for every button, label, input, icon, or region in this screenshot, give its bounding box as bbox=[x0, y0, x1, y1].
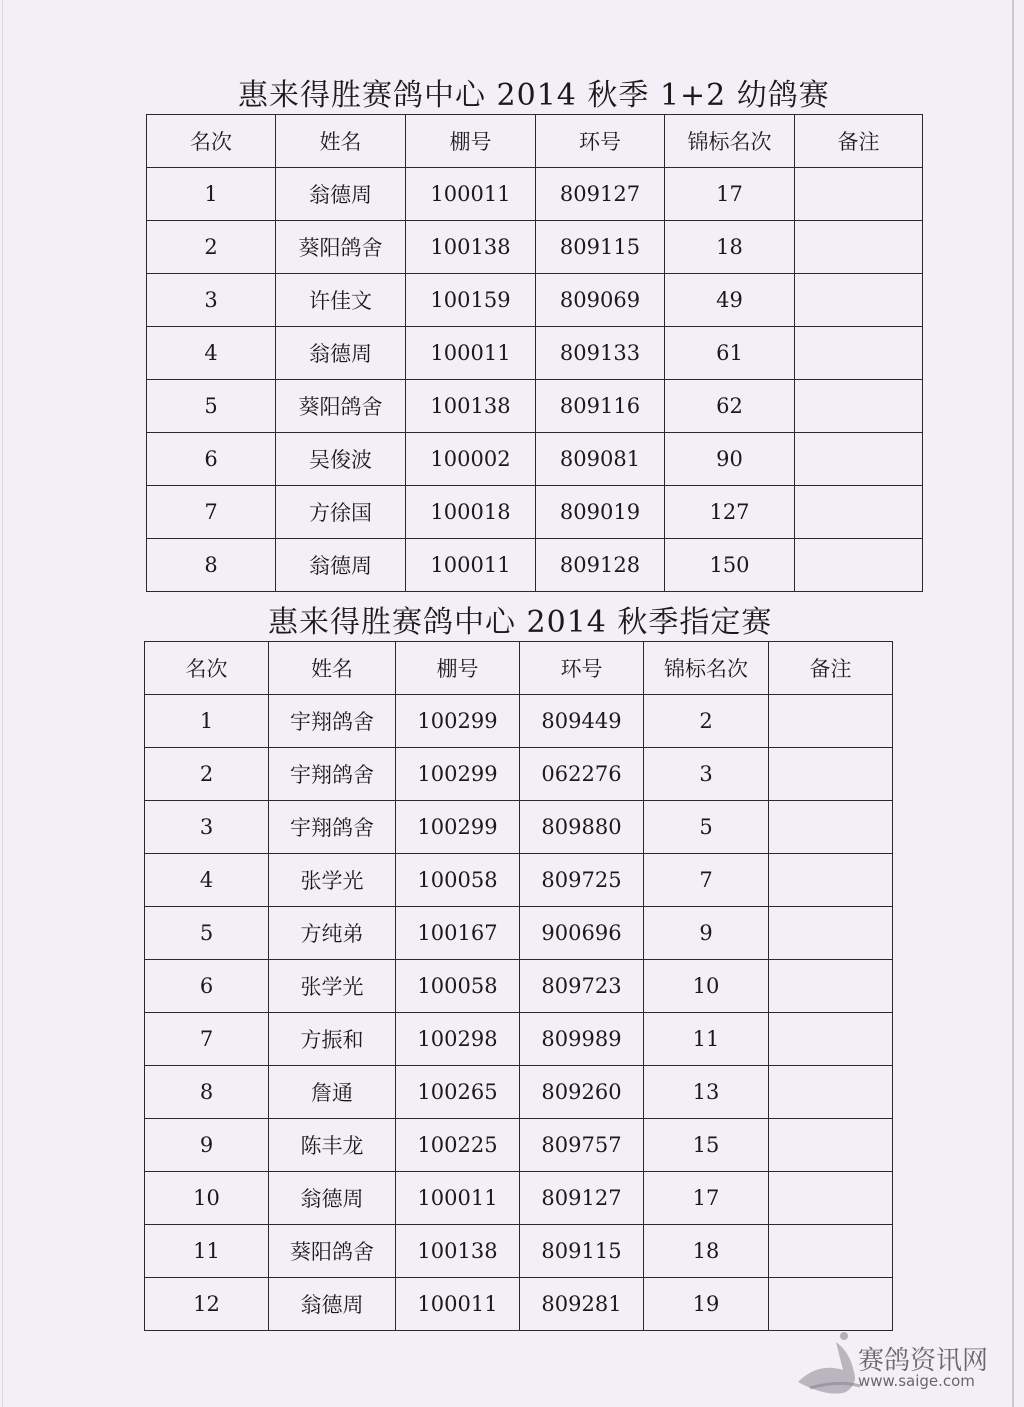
table-cell: 809260 bbox=[520, 1066, 644, 1119]
table-cell: 809757 bbox=[520, 1119, 644, 1172]
column-header: 备注 bbox=[795, 115, 923, 168]
results-table-2 bbox=[144, 641, 893, 1331]
table-cell: 7 bbox=[145, 1013, 269, 1066]
table-cell: 5 bbox=[644, 801, 769, 854]
table-cell: 809449 bbox=[520, 695, 644, 748]
table2-title: 惠来得胜赛鸽中心 2014 秋季指定赛 bbox=[268, 605, 773, 640]
table-cell: 葵阳鸽舍 bbox=[269, 1225, 396, 1278]
table-row bbox=[145, 1278, 893, 1331]
table-cell: 809133 bbox=[536, 327, 665, 380]
table-cell bbox=[769, 1013, 893, 1066]
table-row bbox=[145, 1066, 893, 1119]
table-cell bbox=[769, 748, 893, 801]
table-cell: 809019 bbox=[536, 486, 665, 539]
table-cell bbox=[795, 486, 923, 539]
table-cell: 15 bbox=[644, 1119, 769, 1172]
table-cell: 18 bbox=[644, 1225, 769, 1278]
table-cell: 3 bbox=[147, 274, 276, 327]
table-cell: 7 bbox=[147, 486, 276, 539]
table-cell bbox=[795, 274, 923, 327]
column-header: 名次 bbox=[147, 115, 276, 168]
table-cell: 809115 bbox=[520, 1225, 644, 1278]
table-cell: 809081 bbox=[536, 433, 665, 486]
table-cell: 11 bbox=[644, 1013, 769, 1066]
table-cell: 90 bbox=[665, 433, 795, 486]
table-cell: 100265 bbox=[396, 1066, 520, 1119]
table-cell: 100299 bbox=[396, 695, 520, 748]
column-header: 姓名 bbox=[276, 115, 406, 168]
table-cell: 8 bbox=[147, 539, 276, 592]
table-cell: 宇翔鸽舍 bbox=[269, 801, 396, 854]
table-row bbox=[145, 854, 893, 907]
table-cell: 詹通 bbox=[269, 1066, 396, 1119]
table-cell: 127 bbox=[665, 486, 795, 539]
table-row bbox=[145, 801, 893, 854]
table-cell bbox=[795, 539, 923, 592]
table-cell: 809128 bbox=[536, 539, 665, 592]
table-cell: 张学光 bbox=[269, 960, 396, 1013]
table-cell: 方纯弟 bbox=[269, 907, 396, 960]
table-row bbox=[145, 748, 893, 801]
table-cell: 11 bbox=[145, 1225, 269, 1278]
column-header: 锦标名次 bbox=[665, 115, 795, 168]
table-cell: 2 bbox=[147, 221, 276, 274]
page-edge-left bbox=[2, 0, 3, 1407]
watermark-name: 赛鸽资讯网 bbox=[858, 1346, 989, 1376]
table-cell: 100058 bbox=[396, 854, 520, 907]
column-header: 锦标名次 bbox=[644, 642, 769, 695]
table-cell: 100299 bbox=[396, 748, 520, 801]
table-cell: 吴俊波 bbox=[276, 433, 406, 486]
table-cell: 100011 bbox=[406, 327, 536, 380]
table-cell: 809989 bbox=[520, 1013, 644, 1066]
table-row bbox=[145, 1225, 893, 1278]
table-cell bbox=[769, 1225, 893, 1278]
table-row bbox=[147, 433, 923, 486]
table1-title: 惠来得胜赛鸽中心 2014 秋季 1+2 幼鸽赛 bbox=[238, 78, 830, 113]
table-cell: 张学光 bbox=[269, 854, 396, 907]
column-header: 棚号 bbox=[406, 115, 536, 168]
table-cell: 100138 bbox=[406, 221, 536, 274]
table-cell: 葵阳鸽舍 bbox=[276, 221, 406, 274]
table-cell: 809725 bbox=[520, 854, 644, 907]
table-cell: 100138 bbox=[406, 380, 536, 433]
table-cell bbox=[769, 1172, 893, 1225]
table-cell: 809127 bbox=[520, 1172, 644, 1225]
table-row bbox=[147, 274, 923, 327]
table-cell bbox=[795, 327, 923, 380]
column-header: 环号 bbox=[536, 115, 665, 168]
table-cell: 12 bbox=[145, 1278, 269, 1331]
column-header: 棚号 bbox=[396, 642, 520, 695]
table-cell: 许佳文 bbox=[276, 274, 406, 327]
table-cell bbox=[769, 801, 893, 854]
table-cell: 葵阳鸽舍 bbox=[276, 380, 406, 433]
table-header-row bbox=[147, 115, 923, 168]
table-row bbox=[145, 695, 893, 748]
column-header: 名次 bbox=[145, 642, 269, 695]
table-cell: 3 bbox=[145, 801, 269, 854]
table-cell: 61 bbox=[665, 327, 795, 380]
table-cell: 4 bbox=[145, 854, 269, 907]
table-row bbox=[147, 168, 923, 221]
table-cell: 4 bbox=[147, 327, 276, 380]
table-cell: 5 bbox=[145, 907, 269, 960]
table-cell: 8 bbox=[145, 1066, 269, 1119]
table-cell: 062276 bbox=[520, 748, 644, 801]
table-cell: 13 bbox=[644, 1066, 769, 1119]
table-row bbox=[145, 907, 893, 960]
table-cell bbox=[795, 433, 923, 486]
table-cell: 9 bbox=[145, 1119, 269, 1172]
table-cell: 100011 bbox=[396, 1278, 520, 1331]
table-cell: 809116 bbox=[536, 380, 665, 433]
table-cell: 809127 bbox=[536, 168, 665, 221]
table-cell: 陈丰龙 bbox=[269, 1119, 396, 1172]
table-cell: 150 bbox=[665, 539, 795, 592]
table-header-row bbox=[145, 642, 893, 695]
table-cell: 翁德周 bbox=[276, 327, 406, 380]
table-cell: 49 bbox=[665, 274, 795, 327]
table-cell: 17 bbox=[665, 168, 795, 221]
table-cell: 100002 bbox=[406, 433, 536, 486]
table-cell bbox=[769, 907, 893, 960]
table-cell: 方振和 bbox=[269, 1013, 396, 1066]
column-header: 备注 bbox=[769, 642, 893, 695]
column-header: 环号 bbox=[520, 642, 644, 695]
table-cell: 7 bbox=[644, 854, 769, 907]
table-cell: 809115 bbox=[536, 221, 665, 274]
table-cell: 5 bbox=[147, 380, 276, 433]
table-cell: 方徐国 bbox=[276, 486, 406, 539]
table-cell: 809069 bbox=[536, 274, 665, 327]
table-cell: 100159 bbox=[406, 274, 536, 327]
table-cell: 100011 bbox=[406, 539, 536, 592]
watermark-url: www.saige.com bbox=[858, 1372, 975, 1390]
table-cell: 1 bbox=[145, 695, 269, 748]
table-cell bbox=[795, 168, 923, 221]
page-edge-right bbox=[1012, 0, 1014, 1407]
table-cell: 100299 bbox=[396, 801, 520, 854]
table-cell: 9 bbox=[644, 907, 769, 960]
column-header: 姓名 bbox=[269, 642, 396, 695]
table-cell: 翁德周 bbox=[269, 1172, 396, 1225]
table-cell bbox=[795, 380, 923, 433]
table-cell: 宇翔鸽舍 bbox=[269, 695, 396, 748]
table-cell: 100167 bbox=[396, 907, 520, 960]
results-table-1 bbox=[146, 114, 923, 592]
table-cell: 翁德周 bbox=[269, 1278, 396, 1331]
table-row bbox=[147, 327, 923, 380]
table-cell: 6 bbox=[147, 433, 276, 486]
table-cell: 2 bbox=[644, 695, 769, 748]
table-cell: 100018 bbox=[406, 486, 536, 539]
table-cell: 翁德周 bbox=[276, 168, 406, 221]
table-cell: 19 bbox=[644, 1278, 769, 1331]
table-cell: 6 bbox=[145, 960, 269, 1013]
table-cell: 10 bbox=[644, 960, 769, 1013]
table-cell: 100011 bbox=[406, 168, 536, 221]
table-row bbox=[145, 960, 893, 1013]
table-cell: 17 bbox=[644, 1172, 769, 1225]
table-cell: 100225 bbox=[396, 1119, 520, 1172]
table-cell: 2 bbox=[145, 748, 269, 801]
table-cell bbox=[769, 1119, 893, 1172]
table-cell: 809281 bbox=[520, 1278, 644, 1331]
table-cell: 10 bbox=[145, 1172, 269, 1225]
table-cell: 翁德周 bbox=[276, 539, 406, 592]
table-row bbox=[145, 1172, 893, 1225]
table-row bbox=[147, 486, 923, 539]
table-cell: 宇翔鸽舍 bbox=[269, 748, 396, 801]
table-cell: 100138 bbox=[396, 1225, 520, 1278]
table-cell bbox=[769, 695, 893, 748]
table-cell: 100058 bbox=[396, 960, 520, 1013]
table-cell: 3 bbox=[644, 748, 769, 801]
table-row bbox=[147, 539, 923, 592]
table-row bbox=[147, 221, 923, 274]
table-cell bbox=[769, 854, 893, 907]
table-cell bbox=[795, 221, 923, 274]
table-cell: 62 bbox=[665, 380, 795, 433]
table-cell: 809723 bbox=[520, 960, 644, 1013]
table-cell bbox=[769, 1066, 893, 1119]
table-cell: 100011 bbox=[396, 1172, 520, 1225]
table-cell: 1 bbox=[147, 168, 276, 221]
table-cell: 900696 bbox=[520, 907, 644, 960]
table-cell bbox=[769, 960, 893, 1013]
table-row bbox=[145, 1119, 893, 1172]
table-cell: 18 bbox=[665, 221, 795, 274]
table-cell: 100298 bbox=[396, 1013, 520, 1066]
table-cell: 809880 bbox=[520, 801, 644, 854]
table-row bbox=[145, 1013, 893, 1066]
table-row bbox=[147, 380, 923, 433]
